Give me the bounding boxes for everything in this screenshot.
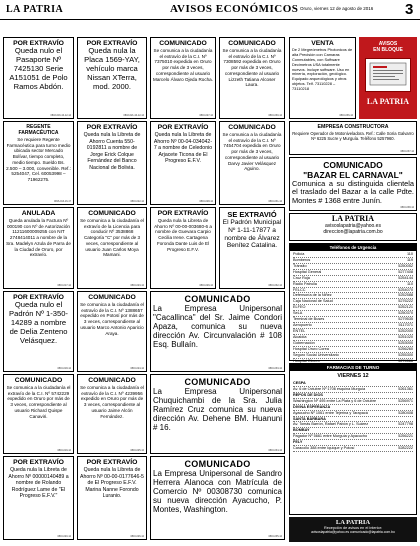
- ad-title: POR EXTRAVÍO: [13, 294, 64, 301]
- ad-body: Queda nulo el Padrón Nº 1-350-14289 a nombre de Delia Zenteno Velásquez.: [9, 300, 68, 345]
- row-name: Hospital General: [293, 269, 322, 274]
- ad-body: De 2 Megreómetros Photonicos de alta Precisión con Camaras Conmutables, con Software Decimetros USA totalmente nuevos. Incluye software. Uso en minería, exploración, geológico. Equipado arqueológicos y otros objetos. Telf. 73110228 – 73110218: [292, 47, 353, 91]
- promo-image: [365, 58, 411, 92]
- ad-ref: 0816-029-12: [199, 284, 213, 287]
- row-tel: 5277408: [398, 269, 413, 274]
- row-tel: 5254144: [398, 275, 413, 280]
- pharmacies-date: VIERNES 12: [337, 373, 369, 379]
- row-tel: 110: [406, 252, 413, 256]
- ad-licencia: [77, 207, 147, 289]
- row-tel: 5254070: [398, 287, 413, 292]
- row-name: Seguro Social Universitario: [293, 352, 339, 357]
- ad-ref: 0816-033-12: [268, 367, 282, 370]
- ad-body: Queda nula la Libreta de Ahorro Nº 00-04-034042-7 a nombre de Celedonio Arjacete Ticona de El Progreso E.F.V.: [153, 132, 213, 164]
- row-name: SANTA BÁRBARA: [293, 416, 326, 421]
- ad-body: Requiere Operador de Motoniveladora. Ref.: Calle Soria Galvarro Nº 6225 Sucre y Murguía. Teléfono 5257960.: [292, 131, 414, 142]
- page-number: 3: [405, 1, 414, 18]
- ad-title: VENTA: [311, 40, 334, 47]
- ad-libreta: [3, 456, 74, 540]
- footer-box: [289, 517, 417, 542]
- row-name: BOMBAY: [293, 428, 310, 433]
- ad-title: COMUNICADO: [88, 294, 136, 301]
- ad-body: La Empresa Unipersonal Chuquichambi de la Sra. Julia Ramírez Cruz comunica su nueva dirección Av. Dehene BM. Huanuni # 16.: [153, 387, 282, 432]
- pharmacies-title: FARMACIAS DE TURNO: [290, 364, 416, 371]
- ad-ref: 0816-034-12: [268, 449, 282, 452]
- ad-body: Se requiere Regente Farmacéutica para turno medio ubicada sector Mercado Bolívar, tiempo completo, medio tiempo. Sueldo Bs. 2.500 – 3.000, convenible. Ref.: 5254047, Cel. 60053998 – 71962275.: [6, 137, 71, 183]
- ad-ref: 0816-019-12: [57, 449, 71, 452]
- ad-body: Queda nula la Libreta de Ahorro Nº 00-00-003680-6 a nombre de Guevara Carpio Cecilia Irene. Cartagena Foronda Dante Luis de El Progreso E.F.V.: [154, 218, 212, 252]
- ad-title: POR EXTRAVÍO: [157, 124, 209, 131]
- row-name: Tránsito: [293, 263, 307, 268]
- row-tel: 5251020: [398, 334, 413, 339]
- ad-title: POR EXTRAVÍO: [86, 124, 138, 131]
- ad-wide-chuquichambi: [150, 374, 285, 454]
- section-title: AVISOS ECONÓMICOS: [170, 3, 299, 15]
- row-tel: 5256260: [398, 346, 413, 351]
- ad-ref: 0816-013-16-17: [53, 200, 71, 203]
- row-name: SeLA: [293, 311, 303, 316]
- ad-ref: 0816-031-12: [268, 200, 282, 203]
- ad-comunicado-ojeda: [150, 37, 216, 119]
- ad-libreta-progreso: [77, 456, 147, 540]
- row-tel: 5255300: [398, 352, 413, 357]
- ad-ref: 0816-028-12: [199, 200, 213, 203]
- ad-body: Se comunica a la ciudadanía el extravío de la C.I. Nº 7375010 expedida en Oruro por más de 3 veces, correspondiente al usuario Marcelo Álvaro Ojeda Rocha.: [153, 48, 214, 82]
- newspaper-icon: [366, 59, 410, 89]
- row-tel: 5274566: [398, 358, 413, 363]
- promo-line2: EN BLOQUE: [373, 47, 403, 53]
- contact-email-1: avisoslapatria@yahoo.es: [325, 223, 381, 229]
- ad-title: COMUNICADO: [14, 377, 63, 384]
- row-name: FELY: [293, 440, 303, 445]
- ad-ref: 0816-021-10-12-14: [123, 114, 144, 117]
- row-tel: 5279535: [398, 317, 413, 322]
- row-name: Caracollo 388 entre Iquique y Potosí: [293, 446, 355, 451]
- ad-body: La Empresa Unipersonal de Sandro Herrera Alanoca con Matrícula de Comercio Nº 00308730 comunica su nueva dirección Ayacucho, P. Montes, Washington.: [153, 469, 282, 514]
- ad-libreta-bnb: [77, 121, 147, 205]
- ad-wide-cacallinca: [150, 291, 285, 372]
- urgency-phones: [289, 243, 417, 361]
- ad-body: Queda nula la Libreta de Ahorro Nº 00-00-0177646-5 de El Progreso E.F.V. Marina Nanne Forondo Luranio.: [80, 467, 144, 499]
- ad-venta: [289, 37, 356, 119]
- ad-title: POR EXTRAVÍO: [13, 40, 64, 47]
- pharmacies: [289, 363, 417, 515]
- row-name: Av. Tomás Barrón, Rafael Pabón y L. Suárez: [293, 422, 369, 427]
- ad-ref: 0816-023-12: [130, 284, 144, 287]
- ad-body: La Empresa Unipersonal "Cacallinca" del Sr. Jaime Condori Apaza, comunica su nueva dirección Av. Circunvalación # 108 Esq. Bullaín.: [153, 304, 282, 349]
- ad-title: COMUNICADO: [159, 40, 207, 47]
- page-header: [0, 0, 420, 20]
- row-name: Washington Nº 495 entre La Plata y 6 de Octubre: [293, 398, 377, 403]
- ad-body: Queda nula la Placa 1569-YAY, vehículo marca Nissan XTerra, mod. 2000.: [84, 46, 140, 91]
- ad-title: POR EXTRAVÍO: [86, 40, 138, 47]
- ad-title: COMUNICADO: [228, 40, 276, 47]
- contact-brand: LA PATRIA: [331, 214, 375, 223]
- row-tel: 5282222: [398, 446, 413, 451]
- row-name: CESPA: [293, 381, 306, 385]
- ad-ref: 0816-037-12: [400, 150, 414, 153]
- promo-brand: LA PATRIA: [366, 97, 410, 106]
- ad-body: Se comunica a la ciudadanía el extravío de la C.I. Nº 1388657 expedido en Potosí por más de 3 veces, correspondiente al usuario Marco Antonio Aparicio Araya.: [80, 302, 144, 336]
- ad-body: Se comunica a la ciudadanía el extravío de la Licencia para conducir Nº 3538868 Categoría "C" por más de 3 veces, correspondiente al usuario Juan Carlos Moya Mamani.: [80, 218, 144, 258]
- ad-title: POR EXTRAVÍO: [13, 459, 64, 466]
- ad-body: Queda anulada la Factura Nº 000190 con Nº de Autorización 11211600009255 con NIT 2748414011 a nombre de la Sra. Madelyn Azula de Parra de la Ciudad de Oruro, por extravío.: [6, 218, 71, 258]
- row-tel: 5250052: [398, 263, 413, 268]
- ad-title: COMUNICADO: [228, 124, 276, 131]
- issue-date: Oruro, viernes 12 de agosto de 2016: [300, 6, 374, 11]
- row-name: Hospital Oruro Corea: [293, 346, 329, 351]
- row-tel: 5276222: [398, 299, 413, 304]
- row-name: Policía: [293, 252, 305, 256]
- ad-subtitle: "BAZAR EL CARNAVAL": [303, 170, 403, 180]
- row-name: Hospital Obrero: [293, 358, 320, 363]
- ad-comunicado-potosi: [77, 291, 147, 372]
- row-name: FELCC: [293, 287, 306, 292]
- row-name: ELFEO: [293, 305, 306, 310]
- ad-title: COMUNICADO: [184, 459, 251, 469]
- ad-padron: [3, 291, 74, 372]
- ad-title: SE EXTRAVIÓ: [227, 210, 277, 219]
- row-tel: 5252588: [398, 293, 413, 298]
- ad-bazar-carnaval: [289, 157, 417, 211]
- row-name: Bomberos: [293, 257, 311, 262]
- row-tel: 5256971: [398, 398, 413, 403]
- row-name: Cruz Roja: [293, 275, 310, 280]
- ad-ref: 0816-027-12: [199, 114, 213, 117]
- ad-body: Queda nulo el Pasaporte Nº 7425130 Serie A151051 de Polo Ramos Abdón.: [9, 46, 68, 91]
- row-name: Ayacucho Nº 1061 entre Tejerina y Tarapacá: [293, 410, 368, 415]
- row-name: Alcaldía: [293, 334, 307, 339]
- row-name: Av. 6 de Octubre Nº 1706 esquina Murguía: [293, 386, 366, 391]
- contact-email-2: direccion@lapatria.com.bo: [323, 229, 383, 235]
- ad-ref: 0816-016-10-12-14: [50, 114, 71, 117]
- ad-ref: 0816-024-12: [130, 367, 144, 370]
- row-name: Aeropuerto: [293, 323, 312, 328]
- ad-passport: [3, 37, 74, 119]
- row-tel: 5117071: [398, 323, 413, 328]
- ad-libreta-celedonio: [150, 121, 216, 205]
- footer-brand: LA PATRIA: [335, 519, 371, 526]
- ad-title: COMUNICADO: [184, 377, 251, 387]
- row-tel: 5256221: [398, 434, 413, 439]
- ad-placa: [77, 37, 147, 119]
- row-name: REPOS DE DIOS: [293, 392, 323, 397]
- pharmacies-list: [290, 381, 416, 452]
- row-name: Radio Patrulla: [293, 281, 317, 286]
- footer-line1: Recepción de avisos en el interior:: [323, 526, 383, 530]
- ad-ref: 0816-030-12: [268, 114, 282, 117]
- ad-comunicado-alcoser: [219, 37, 285, 119]
- ad-title: EMPRESA CONSTRUCTORA: [317, 124, 389, 130]
- row-tel: 110: [406, 281, 413, 286]
- urgency-title: Teléfonos de Urgencia: [290, 244, 416, 251]
- row-tel: 5250370: [398, 311, 413, 316]
- contact-box: [289, 213, 417, 241]
- ad-ref: 0816-038-12: [400, 206, 414, 209]
- row-tel: 5280408: [398, 410, 413, 415]
- ad-ref: 0816-018-12: [57, 367, 71, 370]
- ad-libreta-guevara: [150, 207, 216, 289]
- ad-comunicado-alcon: [77, 374, 147, 454]
- row-name: Gobernación: [293, 340, 315, 345]
- ad-ref: 0816-032-12: [268, 284, 282, 287]
- row-name: DIVINA ESPERANZA: [293, 404, 331, 409]
- ad-body: Se comunica a la ciudadanía el extravío de la C.I. Nº 5742229 expedido en Oruro por más de 3 veces, correspondiente al usuario Richard Quispe Canaviri.: [6, 385, 71, 419]
- ad-body: Queda nula la Libreta de Ahorro Cuenta 550-0192811 a nombre de Jorge Erick Colque Fernández del Banco Nacional de Bolivia.: [83, 132, 141, 171]
- ad-ref: 0816-022-12: [130, 200, 144, 203]
- newspaper-brand: LA PATRIA: [6, 4, 64, 15]
- ad-body: Comunica a su distinguida clientela el traslado del Bazar a la calle Pdte. Montes # 1368 entre Junín.: [292, 179, 414, 205]
- ad-ref: 0816-036-12: [339, 114, 353, 117]
- ad-title: COMUNICADO: [88, 377, 136, 384]
- ad-anulada: [3, 207, 74, 289]
- ad-title: POR EXTRAVÍO: [86, 459, 138, 466]
- ad-body: Queda nula la Libreta de Ahorro Nº 00000140489 a nombre de Rolando Rodríguez Lame de "El Progreso E.F.V.": [8, 467, 69, 499]
- ad-padron-municipal: [219, 207, 285, 289]
- ad-title: REGENTE FARMACÉUTICA: [18, 124, 59, 136]
- row-name: ENTEL: [293, 328, 306, 333]
- ad-body: Se comunica a la ciudadanía el extravío de la C.I. Nº 4239956 expedido en Oruro por más de 3 veces, correspondiente al usuario Jaime Alcón Fernández.: [80, 385, 144, 419]
- row-name: Caja Nacional de Salud: [293, 299, 333, 304]
- row-tel: 5247798: [398, 422, 413, 427]
- row-name: Pagador Nº 5661 entre Murguía y Ayacucho: [293, 434, 368, 439]
- phone-row: [293, 446, 413, 452]
- row-tel: 5253000: [398, 340, 413, 345]
- row-tel: 119: [406, 257, 413, 262]
- ad-empresa-constructora: [289, 121, 417, 155]
- ad-title: COMUNICADO: [323, 160, 383, 170]
- ad-ref: 0816-035-12: [268, 535, 282, 538]
- ad-comunicado-velasquez: [219, 121, 285, 205]
- ad-title: COMUNICADO: [88, 210, 136, 217]
- row-tel: 5261361: [398, 386, 413, 391]
- ad-comunicado-ci: [3, 374, 74, 454]
- urgency-list: [290, 251, 416, 371]
- ad-body: Se comunica a la ciudadanía el extravío de la C.I. Nº 7454704 expedida en Oruro por más de 3 veces, correspondiente al usuario Darvy Javier Velásquez Aguino.: [222, 132, 282, 172]
- promo-avisos-bloque: [359, 37, 417, 119]
- ad-body: Se comunica a la ciudadanía el extravío de la C.I. Nº 7308592 expedida en Oruro por más de 3 veces, correspondiente al usuario Lizzeth Tatiana Alcoser Laura.: [222, 48, 282, 88]
- ad-ref: 0816-025-12: [130, 449, 144, 452]
- row-name: Terminal de Buses: [293, 317, 325, 322]
- ad-title: POR EXTRAVÍO: [157, 210, 209, 217]
- promo-line1: AVISOS: [378, 41, 398, 47]
- ad-body: El Padrón Municipal Nº 1-11-17877 a nombre de Álvarez Benítez Catalina.: [222, 219, 282, 250]
- ad-ref: 0816-020-12: [57, 535, 71, 538]
- ad-title: ANULADA: [21, 210, 56, 217]
- ad-ref: 0816-026-12: [130, 535, 144, 538]
- footer-line2: avisoslapatria@yahoo.es comunicado@lapatria.com.bo: [311, 530, 395, 534]
- row-name: Defensoría de la Niñez: [293, 293, 332, 298]
- ad-wide-herrera: [150, 456, 285, 540]
- row-tel: 5252121: [398, 305, 413, 310]
- ad-regente: [3, 121, 74, 205]
- ad-title: COMUNICADO: [184, 294, 251, 304]
- row-tel: 5252000: [398, 328, 413, 333]
- ad-ref: 0816-017-12: [57, 284, 71, 287]
